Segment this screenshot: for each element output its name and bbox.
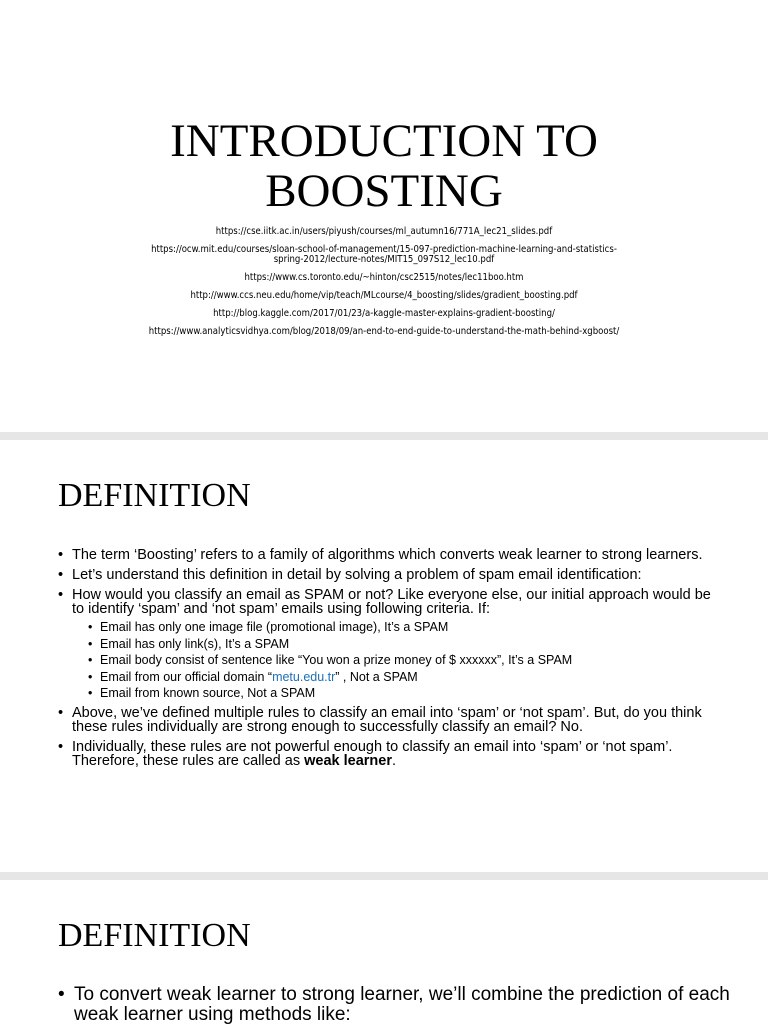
bullet-item xyxy=(58,588,718,700)
reference-link[interactable]: https://cse.iitk.ac.in/users/piyush/courses/ml_autumn16/771A_lec21_slides.pdf xyxy=(215,226,553,237)
sub-bullet-item: • Email body consist of sentence like “You won a prize money of $ xxxxxx”, It’s a SPAM xyxy=(72,653,718,667)
sub-bullet-item xyxy=(72,670,718,684)
bullet-list xyxy=(58,548,718,774)
bullet-item: • The term ‘Boosting’ refers to a family of algorithms which converts weak learner to strong learners. xyxy=(58,548,718,562)
slide-title-heading xyxy=(0,116,768,216)
sub-bullet-item: • Email from known source, Not a SPAM xyxy=(72,686,718,700)
bullet-text: How would you classify an email as SPAM or not? Like everyone else, our initial approach would be to identify ‘spam’ and ‘not spam’ emails using following criteria. If: xyxy=(72,587,711,617)
reference-link[interactable]: http://www.ccs.neu.edu/home/vip/teach/MLcourse/4_boosting/slides/gradient_boosting.pdf xyxy=(190,289,578,301)
sub-bullet-list xyxy=(72,620,718,700)
reference-link-continued[interactable]: spring-2012/lecture-notes/MIT15_097S12_lec10.pdf xyxy=(273,253,495,265)
bullet-item xyxy=(58,740,718,768)
title-line-1: INTRODUCTION TO xyxy=(170,115,598,167)
title-line-2: BOOSTING xyxy=(265,165,503,217)
sub-bullet-text: Email from our official domain “ xyxy=(100,669,273,684)
bullet-item: • Let’s understand this definition in detail by solving a problem of spam email identification: xyxy=(58,568,718,582)
slide-definition-2 xyxy=(0,880,768,1024)
reference-link[interactable]: https://ocw.mit.edu/courses/sloan-school-of-management/15-097-prediction-machine-learning-and-statistics- xyxy=(151,244,617,255)
bullet-text: Individually, these rules are not powerful enough to classify an email into ‘spam’ or ‘not spam’. Therefore, these rules are called as xyxy=(72,739,673,769)
slide-heading: DEFINITION xyxy=(58,917,251,954)
slide-definition xyxy=(0,440,768,872)
sub-bullet-item: • Email has only link(s), It’s a SPAM xyxy=(72,637,718,651)
bullet-item: • Above, we’ve defined multiple rules to classify an email into ‘spam’ or ‘not spam’. But, do you think these rules individually are strong enough to successfully classify an email? No. xyxy=(58,706,718,734)
bullet-item: • To convert weak learner to strong learner, we’ll combine the prediction of each weak learner using methods like: xyxy=(58,985,738,1024)
sub-bullet-item: • Email has only one image file (promotional image), It’s a SPAM xyxy=(72,620,718,634)
bullet-list xyxy=(58,985,738,1024)
bullet-text: . xyxy=(392,753,397,769)
reference-link[interactable]: http://blog.kaggle.com/2017/01/23/a-kaggle-master-explains-gradient-boosting/ xyxy=(213,307,555,319)
slide-title xyxy=(0,0,768,432)
reference-link[interactable]: https://www.analyticsvidhya.com/blog/2018/09/an-end-to-end-guide-to-understand-the-math-behind-xgboost/ xyxy=(148,325,620,337)
slide-heading: DEFINITION xyxy=(58,477,251,514)
reference-link[interactable]: https://www.cs.toronto.edu/~hinton/csc2515/notes/lec11boo.htm xyxy=(244,271,524,283)
domain-link[interactable]: metu.edu.tr xyxy=(272,669,336,684)
reference-list xyxy=(60,227,708,345)
sub-bullet-text: ” , Not a SPAM xyxy=(335,669,418,684)
weak-learner-term: weak learner xyxy=(304,753,392,769)
